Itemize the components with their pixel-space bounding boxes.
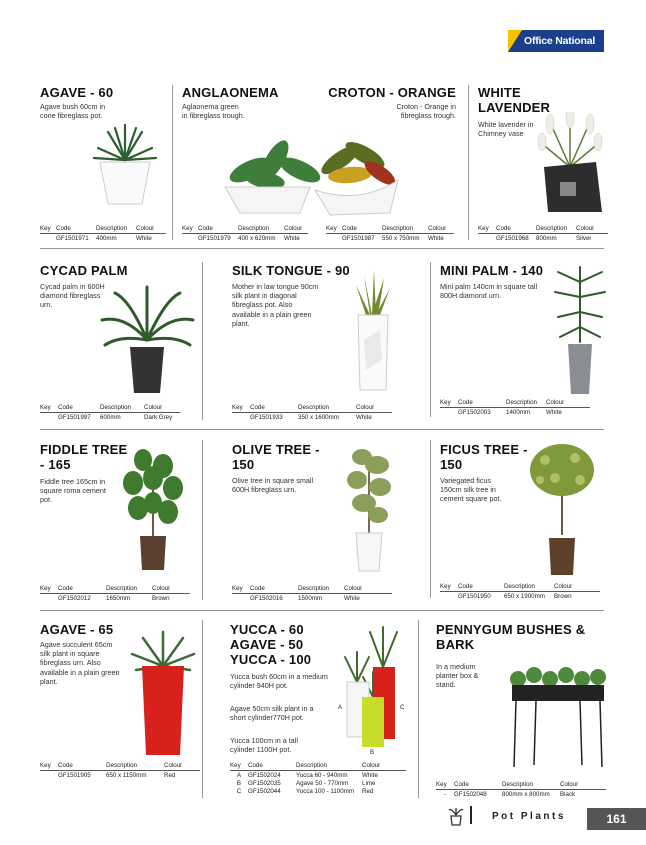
silk-tongue-image [350, 270, 395, 395]
white-lavender-image [530, 112, 610, 217]
product-desc-cycad-palm: Cycad palm in 600H diamond fibreglass urn. [40, 282, 105, 310]
anglaonema-croton-image [220, 125, 400, 220]
product-title-agave-60: AGAVE - 60 [40, 85, 114, 100]
pennygum-image [506, 665, 611, 770]
product-desc-mini-palm: Mini palm 140cm in square tall 800H diamond urn. [440, 282, 538, 301]
product-desc-yucca-60: Yucca bush 60cm in a medium cylinder 940H pot. [230, 672, 328, 691]
plant-pot-icon [448, 806, 464, 826]
fiddle-tree-image [118, 448, 188, 573]
spec-table-ficus-tree: Key Code Description Colour GF1501950 650 x 1900mm Brown [440, 583, 600, 600]
agave-pot-image [90, 120, 160, 210]
spec-table-agave-65: Key Code Description Colour GF1501905 650 x 1150mm Red [40, 762, 200, 779]
divider [40, 610, 604, 611]
spec-table-white-lavender: Key Code Description Colour GF1501968 800mm Silver [478, 225, 608, 242]
olive-tree-image [342, 445, 397, 575]
product-title-croton: CROTON - ORANGE [328, 85, 456, 100]
product-desc-pennygum: In a medium planter box & stand. [436, 662, 479, 690]
footer-section-title: Pot Plants [492, 811, 566, 822]
pot-label-b: B [370, 750, 375, 756]
divider [430, 262, 431, 417]
divider [40, 429, 604, 430]
product-desc-anglaonema: Aglaonema green in fibreglass trough. [182, 102, 245, 121]
divider [202, 262, 203, 420]
spec-table-mini-palm: Key Code Description Colour GF1502003 1400mm White [440, 399, 590, 416]
logo-triangle-icon [508, 30, 522, 52]
spec-table-agave-60: Key Code Description Colour GF1501971 400mm White [40, 225, 166, 242]
product-title-mini-palm: MINI PALM - 140 [440, 263, 544, 278]
divider [468, 85, 469, 240]
divider [418, 620, 419, 798]
ficus-tree-image [525, 440, 600, 577]
spec-table-cycad-palm: Key Code Description Colour GF1501997 600mm Dark Grey [40, 404, 180, 421]
spec-table-croton: Key Code Description Colour GF1501987 550 x 750mm White [326, 225, 454, 242]
product-desc-olive-tree: Olive tree in square small 600H fibreglass urn. [232, 476, 314, 495]
product-title-white-lavender: WHITE LAVENDER [478, 85, 551, 115]
brand-name: Office National [524, 35, 596, 47]
product-title-ficus-tree: FICUS TREE - 150 [440, 442, 528, 472]
product-title-cycad-palm: CYCAD PALM [40, 263, 128, 278]
product-desc-silk-tongue: Mother in law tongue 90cm silk plant in diagonal fibreglass pot. Also available in a plain green plant. [232, 282, 319, 328]
product-title-olive-tree: OLIVE TREE - 150 [232, 442, 320, 472]
yucca-agave-image [335, 622, 410, 757]
divider [172, 85, 173, 240]
pot-label-a: A [338, 705, 343, 711]
divider [202, 440, 203, 600]
product-title-pennygum: PENNYGUM BUSHES & BARK [436, 622, 586, 652]
product-desc-fiddle-tree: Fiddle tree 165cm in square roma cement pot. [40, 477, 106, 505]
product-desc-agave-60: Agave bush 60cm in cone fibreglass pot. [40, 102, 106, 121]
product-desc-croton: Croton - Orange in fibreglass trough. [396, 102, 456, 121]
agave-65-image [128, 628, 198, 758]
product-title-silk-tongue: SILK TONGUE - 90 [232, 263, 350, 278]
pot-label-c: C [400, 705, 405, 711]
spec-table-pennygum: Key Code Description Colour - GF1502048 800mm x 800mm Black [436, 781, 606, 798]
mini-palm-image [550, 262, 610, 397]
footer-separator [470, 806, 472, 824]
divider [40, 248, 604, 249]
spec-table-yucca-agave: Key Code Description Colour A GF1502024 Yucca 60 - 940mm White B GF1502035 Agave 50 - 770mm Lime C GF1502044 Yucca 100 - 1100mm Red [230, 762, 406, 795]
product-title-anglaonema: ANGLAONEMA [182, 85, 279, 100]
product-desc-agave-65: Agave succulent 65cm silk plant in square fibreglass urn. Also available in a plain green plant. [40, 640, 120, 686]
spec-table-silk-tongue: Key Code Description Colour GF1501933 350 x 1600mm White [232, 404, 392, 421]
product-title-yucca-agave: YUCCA - 60 AGAVE - 50 YUCCA - 100 [230, 622, 312, 667]
product-desc-ficus-tree: Variegated ficus 150cm silk tree in cement square pot. [440, 476, 502, 504]
divider [430, 440, 431, 598]
product-desc-agave-50: Agave 50cm silk plant in a short cylinder770H pot. [230, 704, 314, 723]
page-number: 161 [587, 808, 646, 830]
cycad-palm-image [100, 285, 195, 395]
product-title-agave-65: AGAVE - 65 [40, 622, 114, 637]
brand-logo [508, 30, 604, 52]
spec-table-olive-tree: Key Code Description Colour GF1502016 1500mm White [232, 585, 392, 602]
product-desc-yucca-100: Yucca 100cm in a tall cylinder 1100H pot. [230, 736, 298, 755]
divider [202, 620, 203, 798]
product-title-fiddle-tree: FIDDLE TREE - 165 [40, 442, 128, 472]
spec-table-fiddle-tree: Key Code Description Colour GF1502012 1650mm Brown [40, 585, 190, 602]
product-desc-white-lavender: White lavender in Chimney vase [478, 120, 534, 139]
spec-table-anglaonema: Key Code Description Colour GF1501979 400 x 620mm White [182, 225, 308, 242]
